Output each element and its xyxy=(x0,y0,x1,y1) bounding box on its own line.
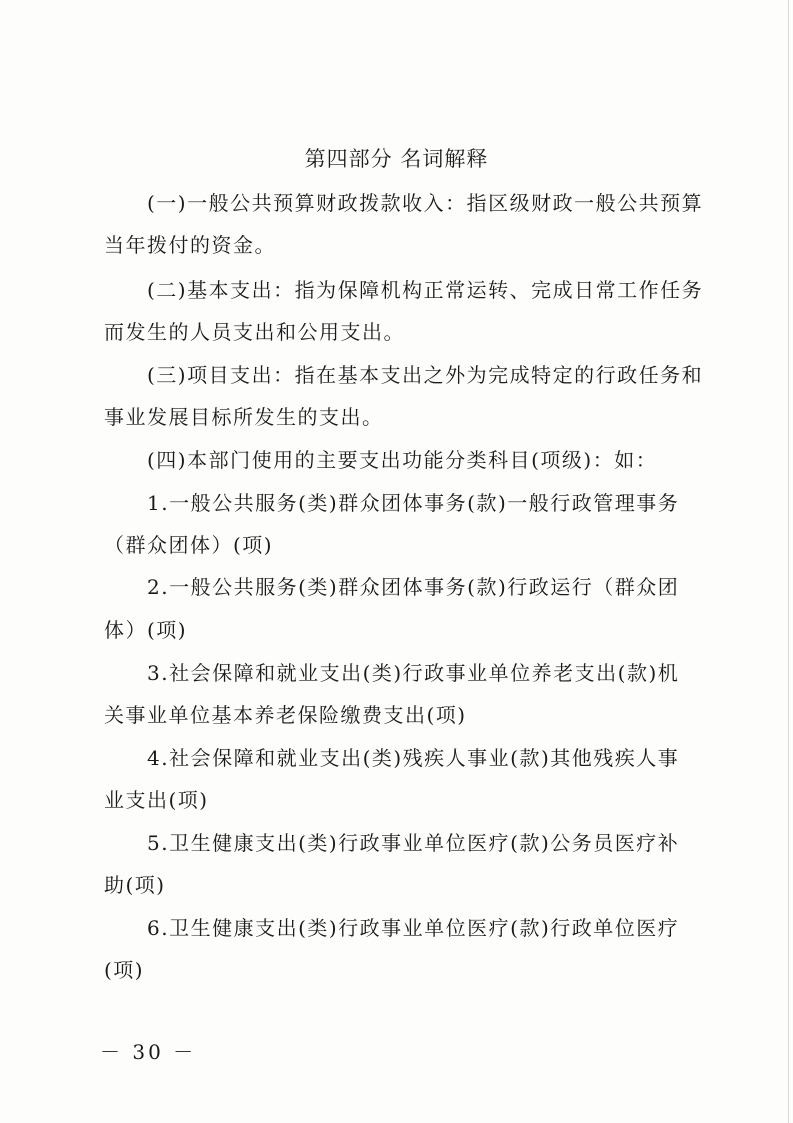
item-2-line-2: 体）(项) xyxy=(104,618,188,642)
page-number: － 30 － xyxy=(100,1040,197,1064)
section-title: 第四部分 名词解释 xyxy=(304,147,489,171)
paragraph-1-line-1: (一)一般公共预算财政拨款收入：指区级财政一般公共预算 xyxy=(147,191,704,215)
item-2-line-1: 2.一般公共服务(类)群众团体事务(款)行政运行（群众团 xyxy=(147,575,680,599)
item-4-line-2: 业支出(项) xyxy=(104,788,209,812)
paragraph-4-line-1: (四)本部门使用的主要支出功能分类科目(项级)：如： xyxy=(147,448,658,472)
item-4-line-1: 4.社会保障和就业支出(类)残疾人事业(款)其他残疾人事 xyxy=(147,746,680,770)
paragraph-2-line-1: (二)基本支出：指为保障机构正常运转、完成日常工作任务 xyxy=(147,278,704,302)
paragraph-3-line-2: 事业发展目标所发生的支出。 xyxy=(104,405,384,429)
item-5-line-2: 助(项) xyxy=(104,873,166,897)
paragraph-2-line-2: 而发生的人员支出和公用支出。 xyxy=(104,320,405,344)
item-1-line-2: （群众团体）(项) xyxy=(104,533,274,557)
item-6-line-1: 6.卫生健康支出(类)行政事业单位医疗(款)行政单位医疗 xyxy=(147,916,680,940)
paragraph-3-line-1: (三)项目支出：指在基本支出之外为完成特定的行政任务和 xyxy=(147,363,704,387)
item-6-line-2: (项) xyxy=(104,958,145,982)
item-3-line-1: 3.社会保障和就业支出(类)行政事业单位养老支出(款)机 xyxy=(147,661,680,685)
paragraph-1-line-2: 当年拨付的资金。 xyxy=(104,233,276,257)
item-5-line-1: 5.卫生健康支出(类)行政事业单位医疗(款)公务员医疗补 xyxy=(147,831,680,855)
item-1-line-1: 1.一般公共服务(类)群众团体事务(款)一般行政管理事务 xyxy=(147,491,680,515)
scan-edge-divider xyxy=(788,0,789,1123)
item-3-line-2: 关事业单位基本养老保险缴费支出(项) xyxy=(104,703,467,727)
